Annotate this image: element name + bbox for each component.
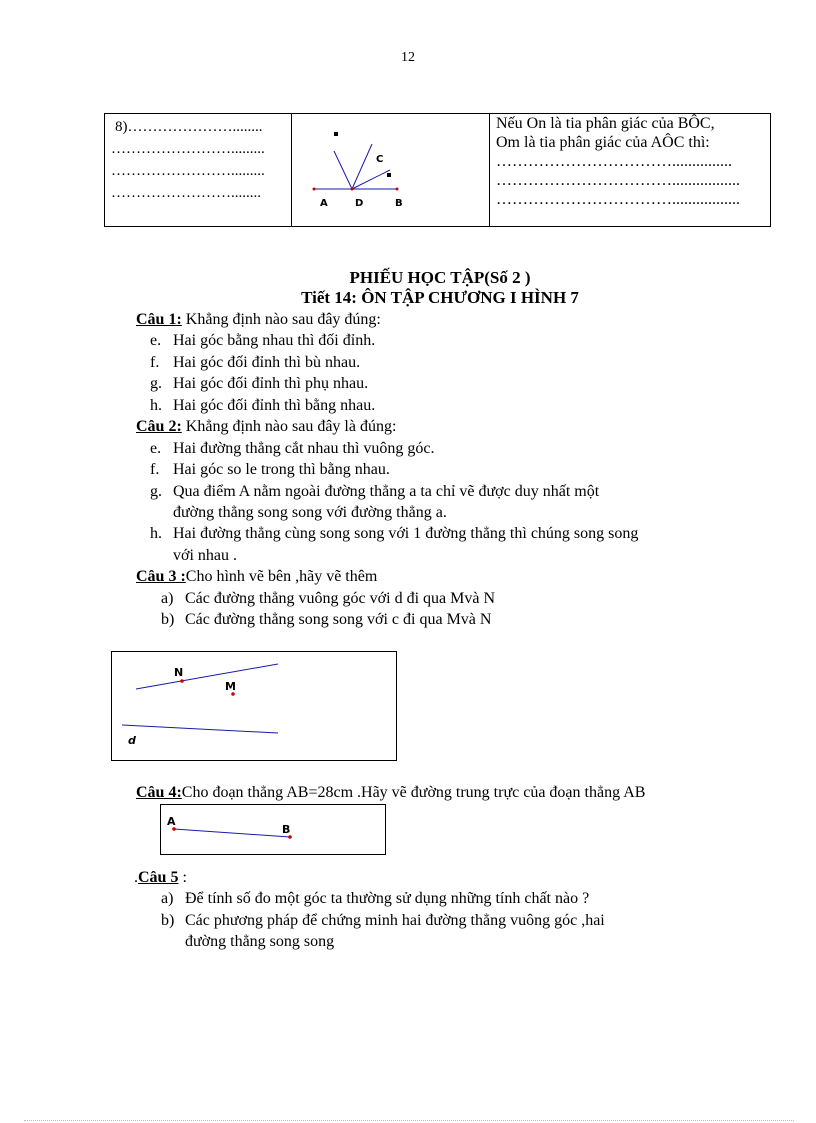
q2-option-text: Hai góc so le trong thì bằng nhau. [173,461,390,478]
blank-line: ……………………......... [111,163,265,179]
point-label-c: C [376,154,384,165]
q1-option-text: Hai góc đối đỉnh thì phụ nhau. [173,375,369,392]
point-label-m: M [225,680,236,693]
q5-option-text-cont: đường thẳng song song [185,933,335,950]
question-2-text: Khẳng định nào sau đây là đúng: [181,418,397,435]
q1-option-text: Hai góc đối đỉnh thì bằng nhau. [173,397,376,414]
question-1-label: Câu 1: [136,311,182,328]
lesson-title: Tiết 14: ÔN TẬP CHƯƠNG I HÌNH 7 [301,288,579,307]
question-5-prefix: . [134,869,138,886]
blank-line: ……………………......... [111,141,265,157]
parallel-lines-figure [112,652,396,760]
q3-option-letter: b) [161,611,175,628]
angle-bisector-figure [292,114,489,221]
q2-option-letter: e. [150,440,162,457]
q5-option-text: Để tính số đo một góc ta thường sử dụng những tính chất nào ? [185,890,590,907]
question-5-text: : [178,869,187,886]
question-3-text: Cho hình vẽ bên ,hãy vẽ thêm [185,568,378,585]
q2-option-letter: h. [150,525,162,542]
worksheet-title: PHIẾU HỌC TẬP(Số 2 ) [349,268,531,287]
point-label-b: B [395,198,403,209]
question-2 [136,418,396,436]
q3-option-letter: a) [161,590,174,607]
page-bottom-border [24,1120,794,1121]
q4-figure-box [160,804,386,855]
question-4-text: Cho đoạn thẳng AB=28cm .Hãy vẽ đường trung trực của đoạn thẳng AB [181,784,646,801]
top-table [104,113,771,227]
q2-option-letter: g. [150,483,162,500]
q2-option-text: Hai đường thẳng cắt nhau thì vuông góc. [173,440,435,457]
question-4 [136,784,645,802]
blank-line: 8)…………………........ [115,119,263,135]
answer-blanks-cell [105,114,292,227]
question-2-label: Câu 2: [136,418,182,435]
q2-option-text-cont: với nhau . [173,547,238,564]
question-line: Om là tia phân giác của AÔC thì: [496,134,710,151]
q5-option-letter: a) [161,890,174,907]
point-label-a: A [167,815,176,828]
question-line: Nếu On là tia phân giác của BÔC, [496,115,715,132]
segment-ab-figure [161,805,385,854]
page-number: 12 [401,50,415,65]
q2-option-text-cont: đường thẳng song song với đường thẳng a. [173,504,447,521]
angle-figure-cell [292,114,490,227]
question-3-label: Câu 3 : [136,568,186,585]
q5-option-letter: b) [161,912,175,929]
question-4-label: Câu 4: [136,784,182,801]
blank-line: ……………………........ [111,185,261,201]
q1-option-text: Hai góc đối đỉnh thì bù nhau. [173,354,361,371]
question-cell [490,114,771,227]
blank-line: ……………………………................. [496,172,740,189]
q1-option-letter: f. [150,354,160,371]
q2-option-text: Qua điểm A nằm ngoài đường thẳng a ta chỉ vẽ được duy nhất một [173,483,600,500]
blank-line: ……………………………............... [496,153,732,170]
q1-option-text: Hai góc bằng nhau thì đối đỉnh. [173,332,376,349]
question-5-label: Câu 5 [138,869,179,886]
question-1 [136,311,381,329]
q2-option-letter: f. [150,461,160,478]
q1-option-letter: h. [150,397,162,414]
point-label-n: N [174,666,184,679]
q5-option-text: Các phương pháp để chứng minh hai đường thẳng vuông góc ,hai [185,912,605,929]
q3-figure-box [111,651,397,761]
point-label-a: A [320,198,328,209]
q2-option-text: Hai đường thẳng cùng song song với 1 đường thẳng thì chúng song song [173,525,639,542]
q1-option-letter: e. [150,332,162,349]
q3-option-text: Các đường thẳng song song với c đi qua Mvà N [185,611,492,628]
point-label-d: D [355,198,364,209]
question-1-text: Khẳng định nào sau đây đúng: [181,311,381,328]
point-label-b: B [282,823,291,836]
blank-line: ……………………………................. [496,191,740,208]
question-5 [134,869,187,887]
line-label-d: d [128,734,136,747]
question-3 [136,568,377,586]
q3-option-text: Các đường thẳng vuông góc với d đi qua Mvà N [185,590,495,607]
q1-option-letter: g. [150,375,162,392]
